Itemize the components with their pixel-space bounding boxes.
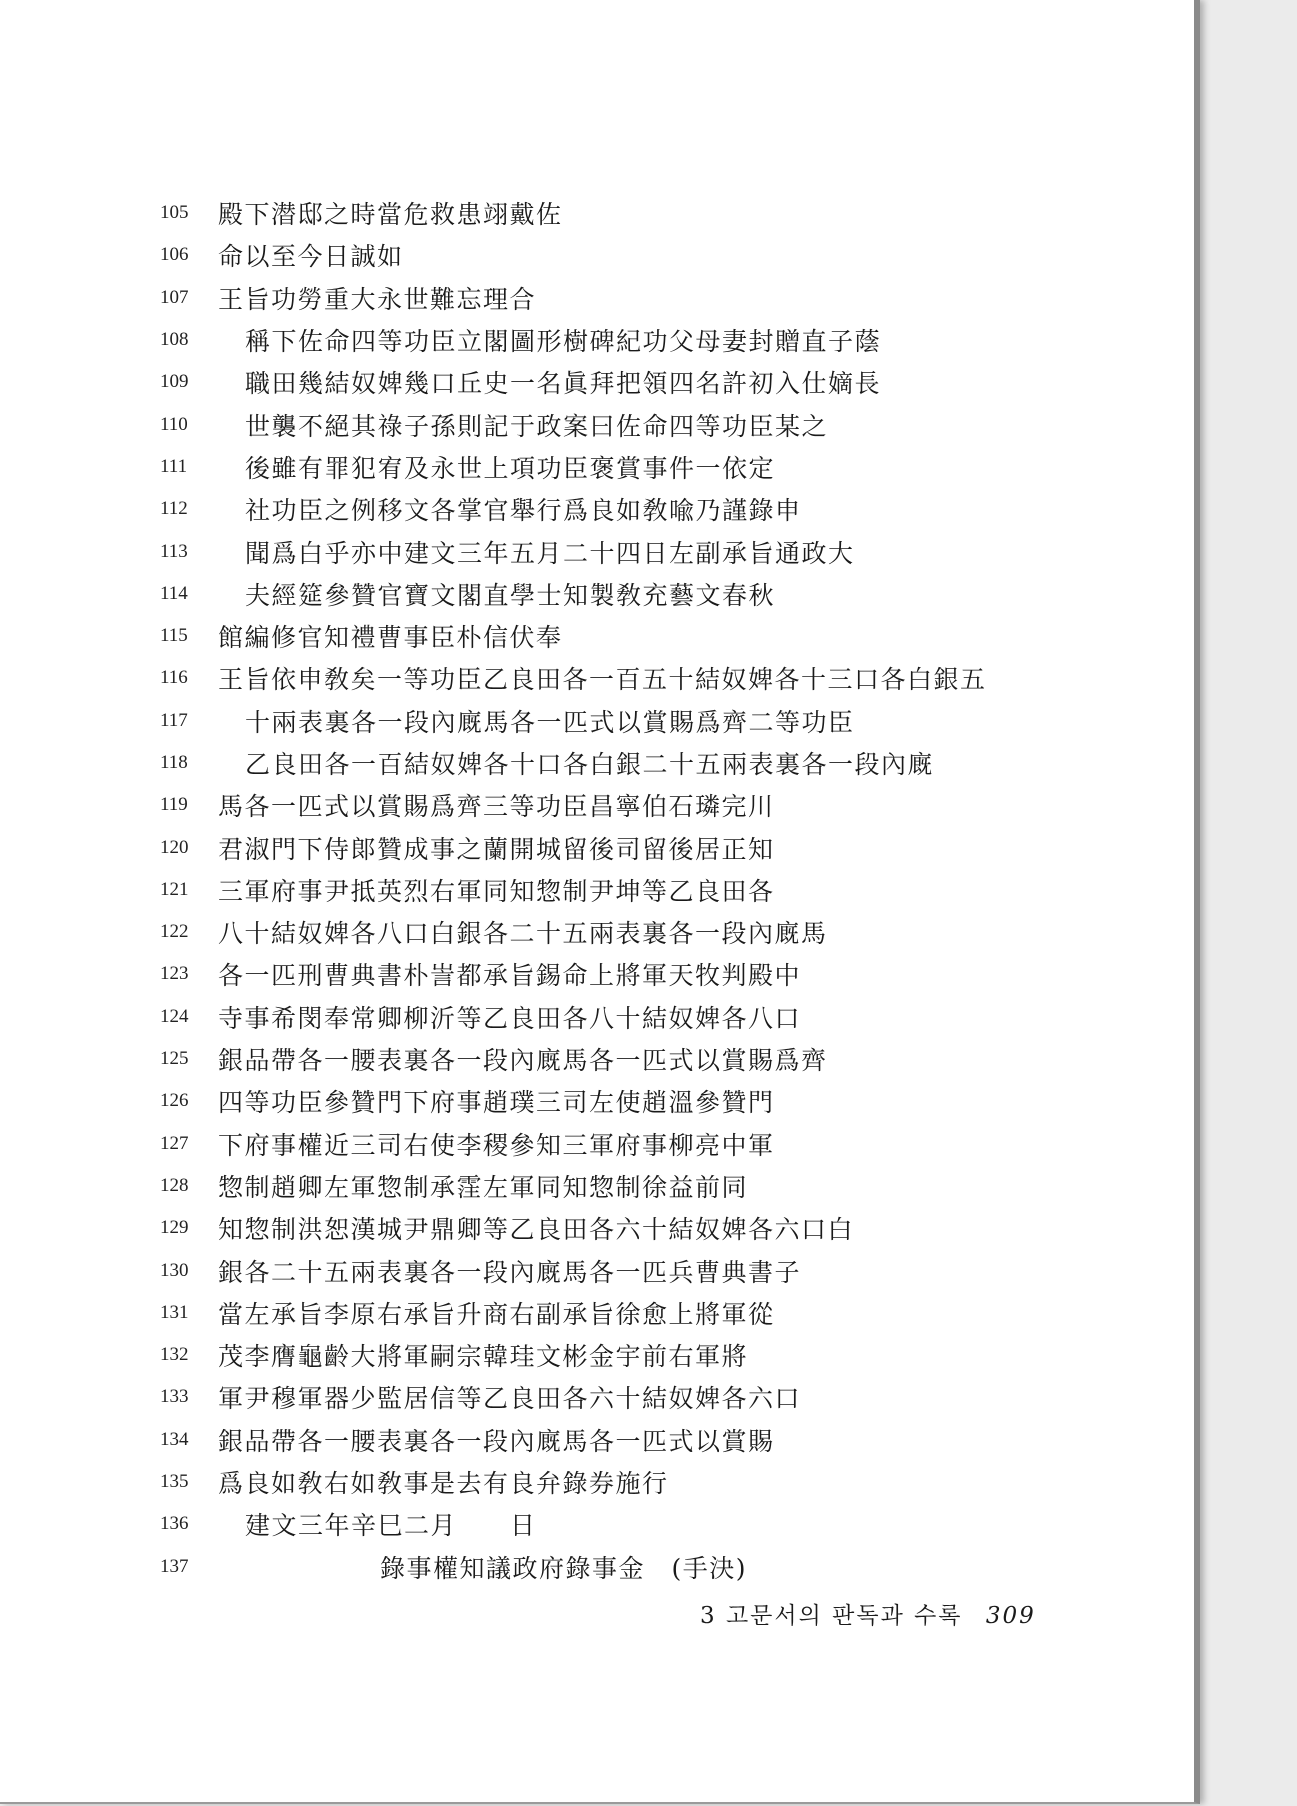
transcription-line <box>160 1503 1160 1545</box>
line-text: 銀品帶各一腰表裏各一段內廐馬各一匹式以賞賜爲齊 <box>218 1046 828 1076</box>
line-number: 120 <box>160 836 189 858</box>
line-number: 105 <box>160 202 189 224</box>
transcription-line <box>160 1461 1160 1503</box>
line-number: 132 <box>160 1344 189 1366</box>
line-text: 殿下潜邸之時當危救患翊戴佐 <box>218 200 563 230</box>
line-text: 王旨功勞重大永世難忘理合 <box>218 284 537 314</box>
transcription-line <box>160 784 1160 826</box>
transcription-line <box>160 1249 1160 1291</box>
line-text: 後雖有罪犯宥及永世上項功臣褒賞事件一依定 <box>245 453 776 483</box>
line-text: 社功臣之例移文各掌官舉行爲良如敎喩乃謹錄申 <box>245 496 802 526</box>
transcription-line <box>160 1334 1160 1376</box>
line-text: 銀品帶各一腰表裏各一段內廐馬各一匹式以賞賜 <box>218 1426 775 1456</box>
transcription-line <box>160 1292 1160 1334</box>
line-text: 三軍府事尹抵英烈右軍同知惣制尹坤等乙良田各 <box>218 876 775 906</box>
line-number: 125 <box>160 1048 189 1070</box>
line-text: 世襲不絕其祿子孫則記于政案曰佐命四等功臣某之 <box>245 411 829 441</box>
transcription-line <box>160 573 1160 615</box>
line-number: 113 <box>160 540 188 562</box>
transcription-line <box>160 700 1160 742</box>
line-text: 惣制趙卿左軍惣制承霔左軍同知惣制徐益前同 <box>218 1172 749 1202</box>
line-text: 銀各二十五兩表裏各一段內廐馬各一匹兵曹典書子 <box>218 1257 802 1287</box>
transcription-line <box>160 1419 1160 1461</box>
line-number: 136 <box>160 1513 189 1535</box>
line-number: 110 <box>160 413 188 435</box>
transcription-line <box>160 192 1160 234</box>
transcription-line <box>160 1376 1160 1418</box>
running-footer <box>700 1597 1036 1630</box>
line-number: 133 <box>160 1386 189 1408</box>
page-number: 309 <box>985 1603 1036 1629</box>
line-text: 君淑門下侍郞贊成事之蘭開城留後司留後居正知 <box>218 834 775 864</box>
line-text: 茂李膺龜齡大將軍嗣宗韓珪文彬金宇前右軍將 <box>218 1342 749 1372</box>
line-number: 112 <box>160 498 188 520</box>
line-text: 下府事權近三司右使李稷參知三軍府事柳亮中軍 <box>218 1130 775 1160</box>
line-text: 馬各一匹式以賞賜爲齊三等功臣昌寧伯石璘完川 <box>218 792 775 822</box>
line-text: 四等功臣參贊門下府事趙璞三司左使趙溫參贊門 <box>218 1088 775 1118</box>
line-number: 137 <box>160 1555 189 1577</box>
line-text: 爲良如敎右如敎事是去有良弁錄券施行 <box>218 1469 669 1499</box>
transcription-line <box>160 530 1160 572</box>
line-text: 寺事希閔奉常卿柳沂等乙良田各八十結奴婢各八口 <box>218 1003 802 1033</box>
line-number: 111 <box>160 455 188 477</box>
line-text: 知惣制洪恕漢城尹鼎卿等乙良田各六十結奴婢各六口白 <box>218 1215 855 1245</box>
line-text: 館編修官知禮曹事臣朴信伏奉 <box>218 623 563 653</box>
line-number: 116 <box>160 667 188 689</box>
line-text: 八十結奴婢各八口白銀各二十五兩表裏各一段內廐馬 <box>218 919 828 949</box>
line-number: 123 <box>160 963 189 985</box>
line-number: 121 <box>160 878 189 900</box>
line-text: 聞爲白乎亦中建文三年五月二十四日左副承旨通政大 <box>245 538 855 568</box>
line-number: 109 <box>160 371 189 393</box>
line-number: 117 <box>160 709 188 731</box>
line-number: 134 <box>160 1428 189 1450</box>
transcription-line <box>160 403 1160 445</box>
line-text: 夫經筵參贊官寶文閣直學士知製敎充藝文春秋 <box>245 580 776 610</box>
transcription-line <box>160 615 1160 657</box>
line-number: 124 <box>160 1005 189 1027</box>
transcription-line <box>160 1038 1160 1080</box>
line-text: 建文三年辛巳二月 日 <box>245 1511 537 1541</box>
line-number: 128 <box>160 1174 189 1196</box>
line-number: 118 <box>160 752 188 773</box>
line-text: 職田幾結奴婢幾口丘史一名眞拜把領四名許初入仕嫡長 <box>245 369 882 399</box>
line-text: 命以至今日誠如 <box>218 242 404 272</box>
transcription-line <box>160 361 1160 403</box>
line-text: 十兩表裏各一段內廐馬各一匹式以賞賜爲齊二等功臣 <box>245 707 855 737</box>
transcription-line <box>160 1123 1160 1165</box>
line-text: 錄事權知議政府錄事金 (手決) <box>380 1553 748 1583</box>
line-number: 106 <box>160 244 189 266</box>
transcription-line <box>160 953 1160 995</box>
line-number: 130 <box>160 1259 189 1281</box>
transcription-line <box>160 319 1160 361</box>
chapter-title: 3 고문서의 판독과 수록 <box>700 1603 963 1629</box>
line-number: 135 <box>160 1471 189 1493</box>
transcription-line <box>160 1165 1160 1207</box>
transcription-line <box>160 234 1160 276</box>
transcription-line <box>160 742 1160 784</box>
line-number: 115 <box>160 625 188 647</box>
line-text: 王旨依申敎矣一等功臣乙良田各一百五十結奴婢各十三口各白銀五 <box>218 665 987 695</box>
transcription-line <box>160 996 1160 1038</box>
transcription-line <box>160 1546 1160 1588</box>
line-number: 119 <box>160 794 188 816</box>
transcription-line <box>160 911 1160 953</box>
transcription-line <box>160 446 1160 488</box>
line-number: 107 <box>160 286 189 308</box>
line-text: 軍尹穆軍器少監居信等乙良田各六十結奴婢各六口 <box>218 1384 802 1414</box>
line-text: 各一匹刑曹典書朴訔都承旨錫命上將軍天牧判殿中 <box>218 961 802 991</box>
transcription-line <box>160 869 1160 911</box>
transcription-line <box>160 826 1160 868</box>
line-number: 108 <box>160 329 189 351</box>
line-text: 稱下佐命四等功臣立閣圖形樹碑紀功父母妻封贈直子蔭 <box>245 327 882 357</box>
transcription-line <box>160 1207 1160 1249</box>
transcription-lines <box>160 192 1160 1588</box>
line-number: 127 <box>160 1132 189 1154</box>
line-number: 126 <box>160 1090 189 1112</box>
line-text: 當左承旨李原右承旨升商右副承旨徐愈上將軍從 <box>218 1299 775 1329</box>
line-number: 114 <box>160 582 188 604</box>
line-number: 129 <box>160 1217 189 1239</box>
line-text: 乙良田各一百結奴婢各十口各白銀二十五兩表裏各一段內廐 <box>245 750 935 779</box>
line-number: 122 <box>160 921 189 943</box>
line-number: 131 <box>160 1301 189 1323</box>
transcription-line <box>160 488 1160 530</box>
transcription-line <box>160 1080 1160 1122</box>
transcription-line <box>160 277 1160 319</box>
transcription-line <box>160 657 1160 699</box>
